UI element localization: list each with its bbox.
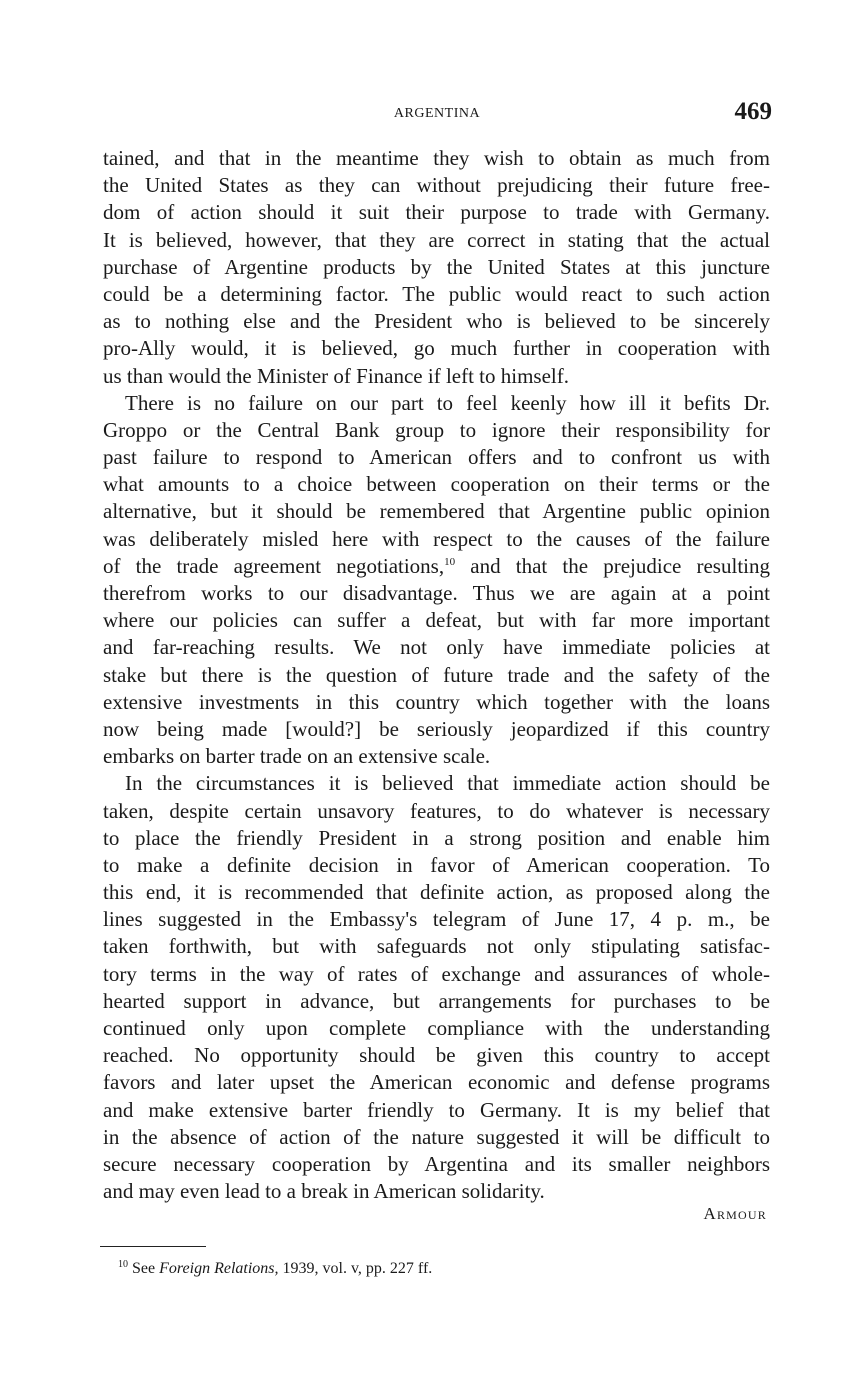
running-head (102, 98, 772, 132)
text-line: us than would the Minister of Finance if left to himself. (103, 363, 569, 388)
text-segment: of the trade agreement negotiations, (103, 553, 445, 578)
footnote-reference[interactable]: 10 (444, 555, 456, 568)
text-line: the United States as they can without prejudicing their future free- (103, 173, 770, 198)
text-line: pro-Ally would, it is believed, go much further in cooperation with (103, 336, 770, 361)
text-line: embarks on barter trade on an extensive scale. (103, 744, 491, 769)
text-line: where our policies can suffer a defeat, but with far more important (103, 608, 770, 633)
text-line: this end, it is recommended that definite action, as proposed along the (103, 880, 770, 905)
text-line: purchase of Argentine products by the United States at this juncture (103, 254, 770, 279)
text-line: to place the friendly President in a strong position and enable him (103, 825, 770, 850)
text-line: continued only upon complete compliance with the understanding (103, 1016, 770, 1040)
paragraph-2 (103, 390, 770, 771)
text-line: and may even lead to a break in American solidarity. (103, 1179, 545, 1204)
text-line: now being made [would?] be seriously jeopardized if this country (103, 716, 770, 741)
text-line: was deliberately misled here with respect to the causes of the failure (103, 526, 770, 551)
footnote-citation: 1939, vol. v, pp. 227 ff. (278, 1260, 433, 1277)
text-line: and make extensive barter friendly to Germany. It is my belief that (103, 1097, 770, 1122)
text-line: In the circumstances it is believed that immediate action should be (125, 771, 770, 796)
text-line: secure necessary cooperation by Argentina and its smaller neighbors (103, 1151, 770, 1176)
footnote (118, 1260, 432, 1278)
text-line: extensive investments in this country which together with the loans (103, 689, 770, 714)
text-line: therefrom works to our disadvantage. Thus we are again at a point (103, 581, 770, 605)
text-line: as to nothing else and the President who is believed to be sincerely (103, 309, 770, 334)
text-line: hearted support in advance, but arrangements for purchases to be (103, 988, 770, 1013)
text-line: lines suggested in the Embassy's telegram of June 17, 4 p. m., be (103, 907, 770, 932)
text-line: There is no failure on our part to feel keenly how ill it befits Dr. (125, 390, 770, 415)
footnote-source-title: Foreign Relations, (159, 1260, 279, 1277)
running-title: ARGENTINA (393, 106, 481, 121)
text-line: tained, and that in the meantime they wish to obtain as much from (103, 146, 770, 170)
text-line-with-footnote (103, 553, 770, 580)
text-line: dom of action should it suit their purpose to trade with Germany. (103, 200, 770, 225)
paragraph-1 (103, 145, 770, 390)
text-line: taken, despite certain unsavory features, to do whatever is necessary (103, 798, 770, 823)
text-line: could be a determining factor. The public would react to such action (103, 281, 770, 306)
footnote-divider (100, 1246, 206, 1247)
paragraph-3 (103, 770, 770, 1205)
footnote-prefix: See (132, 1260, 160, 1277)
text-line: Groppo or the Central Bank group to ignore their responsibility for (103, 417, 770, 442)
text-line: reached. No opportunity should be given this country to accept (103, 1043, 770, 1068)
text-segment: and that the prejudice resulting (455, 553, 770, 578)
text-line: and far-reaching results. We not only have immediate policies at (103, 635, 770, 660)
text-line: stake but there is the question of future trade and the safety of the (103, 662, 770, 687)
text-line: favors and later upset the American economic and defense programs (103, 1070, 770, 1095)
text-line: alternative, but it should be remembered that Argentine public opinion (103, 499, 770, 524)
text-line: It is believed, however, that they are correct in stating that the actual (103, 227, 770, 252)
signature: Armour (703, 1204, 767, 1223)
text-line: what amounts to a choice between cooperation on their terms or the (103, 472, 770, 497)
text-line: tory terms in the way of rates of exchange and assurances of whole- (103, 961, 770, 986)
text-line: to make a definite decision in favor of American cooperation. To (103, 852, 770, 877)
footnote-marker: 10 (118, 1259, 128, 1270)
text-line: past failure to respond to American offers and to confront us with (103, 445, 770, 470)
text-line: taken forthwith, but with safeguards not only stipulating satisfac- (103, 934, 770, 959)
text-line: in the absence of action of the nature suggested it will be difficult to (103, 1124, 770, 1149)
page-number: 469 (734, 98, 772, 125)
body-text (103, 145, 770, 1205)
